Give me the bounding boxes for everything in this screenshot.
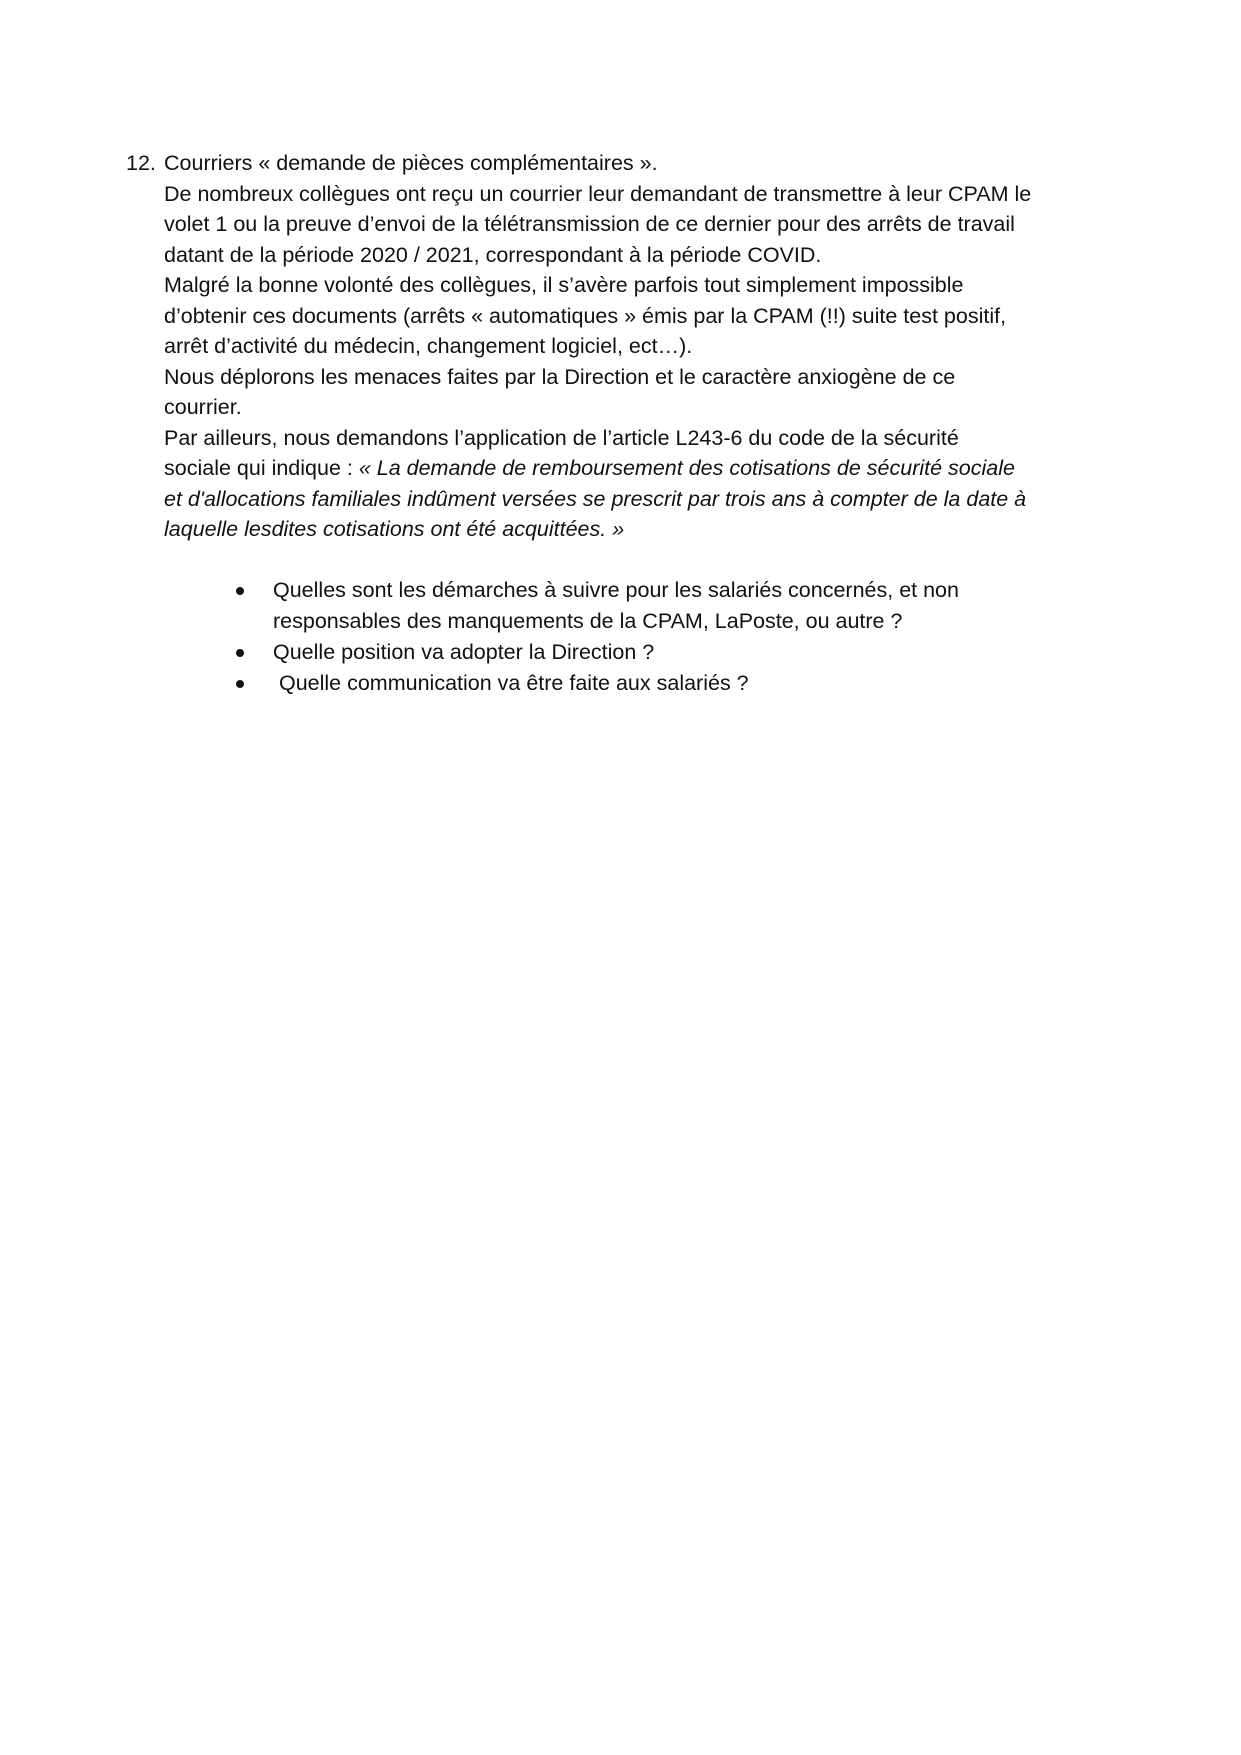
paragraph-line: Malgré la bonne volonté des collègues, il s’avère parfois tout simplement impossible bbox=[164, 273, 964, 297]
paragraph-line: datant de la période 2020 / 2021, correspondant à la période COVID. bbox=[164, 242, 822, 267]
paragraph-line: De nombreux collègues ont reçu un courrier leur demandant de transmettre à leur CPAM le bbox=[164, 181, 1032, 206]
bullet-dot-icon bbox=[236, 649, 244, 657]
bullet-item bbox=[236, 575, 1116, 637]
paragraph-line-mixed bbox=[164, 453, 1136, 484]
paragraph-line: volet 1 ou la preuve d’envoi de la télétransmission de ce dernier pour des arrêts de travail bbox=[164, 212, 1015, 236]
list-item-12 bbox=[126, 148, 1136, 545]
paragraph-line: Par ailleurs, nous demandons l’application de l’article L243-6 du code de la sécurité bbox=[164, 425, 959, 450]
legal-quote-line: et d'allocations familiales indûment versées se prescrit par trois ans à compter de la date à bbox=[164, 486, 1027, 511]
bullet-dot-icon bbox=[236, 680, 244, 688]
item-body bbox=[164, 148, 1136, 545]
paragraph-line: d’obtenir ces documents (arrêts « automatiques » émis par la CPAM (!!) suite test positif, bbox=[164, 303, 1007, 328]
question-list bbox=[236, 575, 1116, 699]
bullet-text-line: responsables des manquements de la CPAM, LaPoste, ou autre ? bbox=[273, 609, 903, 633]
paragraph-line: Nous déplorons les menaces faites par la Direction et le caractère anxiogène de ce bbox=[164, 364, 956, 389]
quote-intro: sociale qui indique : bbox=[164, 456, 359, 480]
bullet-text-line: Quelles sont les démarches à suivre pour les salariés concernés, et non bbox=[273, 578, 959, 602]
bullet-item bbox=[236, 637, 1116, 668]
bullet-text-line: Quelle position va adopter la Direction ? bbox=[273, 640, 655, 664]
item-number: 12. bbox=[126, 151, 156, 175]
bullet-item bbox=[236, 668, 1116, 699]
legal-quote-start: « La demande de remboursement des cotisations de sécurité sociale bbox=[358, 456, 1015, 480]
paragraph-line: courrier. bbox=[164, 395, 242, 419]
bullet-dot-icon bbox=[236, 587, 244, 595]
bullet-text-line: Quelle communication va être faite aux salariés ? bbox=[273, 671, 749, 695]
legal-quote-line: laquelle lesdites cotisations ont été acquittées. » bbox=[164, 517, 625, 541]
paragraph-line: arrêt d’activité du médecin, changement logiciel, ect…). bbox=[164, 334, 693, 358]
item-title: Courriers « demande de pièces complémentaires ». bbox=[164, 151, 658, 175]
